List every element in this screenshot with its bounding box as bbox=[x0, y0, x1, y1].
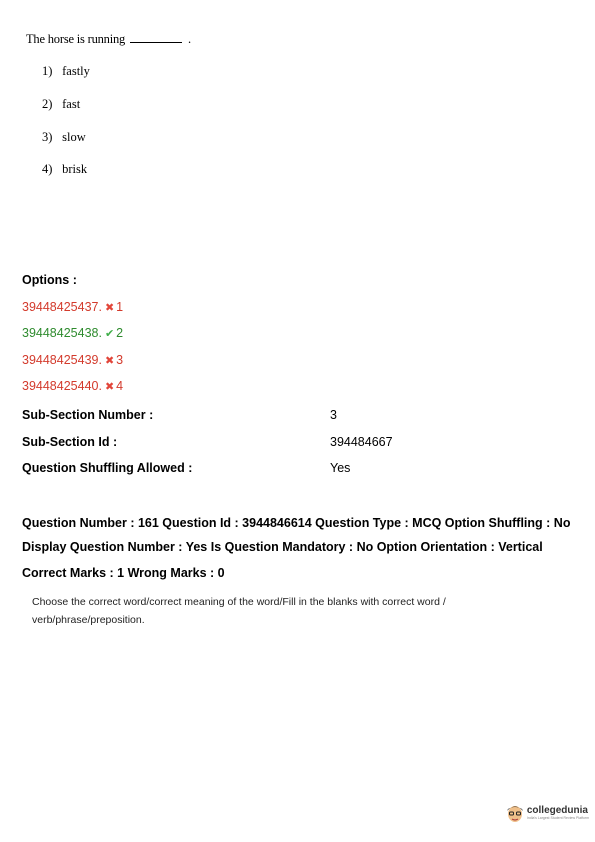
option-label: 2 bbox=[116, 326, 124, 340]
choice-1 bbox=[42, 64, 90, 79]
fill-blank bbox=[130, 32, 182, 43]
choice-number: 1) bbox=[42, 64, 53, 78]
logo-brand: collegedunia bbox=[526, 804, 588, 816]
question-meta-line-3: Correct Marks : 1 Wrong Marks : 0 bbox=[22, 566, 225, 580]
subsection-id-value: 394484667 bbox=[330, 435, 393, 449]
choice-number: 3) bbox=[42, 130, 53, 144]
subsection-number-value: 3 bbox=[330, 408, 337, 422]
shuffle-value: Yes bbox=[330, 461, 351, 475]
choice-text: fastly bbox=[62, 64, 90, 78]
subsection-id-label: Sub-Section Id : bbox=[22, 435, 118, 449]
choice-text: slow bbox=[62, 130, 86, 144]
cross-icon: ✖ bbox=[104, 302, 115, 314]
choice-4 bbox=[42, 162, 87, 177]
option-label: 3 bbox=[116, 353, 124, 367]
choice-number: 2) bbox=[42, 97, 53, 111]
choice-text: brisk bbox=[62, 162, 88, 176]
choice-number: 4) bbox=[42, 162, 53, 176]
option-label: 4 bbox=[116, 379, 124, 393]
choice-text: fast bbox=[62, 97, 81, 111]
choice-2 bbox=[42, 97, 80, 112]
options-heading: Options : bbox=[22, 273, 77, 287]
option-row-4 bbox=[22, 379, 123, 393]
question-instruction: Choose the correct word/correct meaning of the word/Fill in the blanks with correct word / verb/phrase/preposition. bbox=[32, 596, 446, 626]
cross-icon: ✖ bbox=[104, 381, 115, 393]
question-meta-line-1: Question Number : 161 Question Id : 3944846614 Question Type : MCQ Option Shuffling : No bbox=[22, 516, 571, 530]
option-label: 1 bbox=[116, 300, 124, 314]
check-icon: ✔ bbox=[104, 328, 115, 340]
question-meta-line-2: Display Question Number : Yes Is Question Mandatory : No Option Orientation : Vertical bbox=[22, 540, 543, 554]
option-id: 39448425438. bbox=[22, 326, 102, 340]
choice-3 bbox=[42, 130, 86, 145]
mascot-icon bbox=[505, 802, 525, 824]
option-row-1 bbox=[22, 300, 123, 314]
option-row-3 bbox=[22, 353, 123, 367]
option-id: 39448425439. bbox=[22, 353, 102, 367]
collegedunia-logo bbox=[505, 802, 589, 824]
question-stem bbox=[26, 32, 191, 47]
shuffle-label: Question Shuffling Allowed : bbox=[22, 461, 193, 475]
logo-tagline: India's Largest Student Review Platform bbox=[526, 815, 589, 820]
cross-icon: ✖ bbox=[104, 355, 115, 367]
stem-end: . bbox=[187, 32, 191, 46]
subsection-number-label: Sub-Section Number : bbox=[22, 408, 154, 422]
stem-text: The horse is running bbox=[26, 32, 126, 46]
option-id: 39448425440. bbox=[22, 379, 102, 393]
option-row-2 bbox=[22, 326, 123, 340]
option-id: 39448425437. bbox=[22, 300, 102, 314]
